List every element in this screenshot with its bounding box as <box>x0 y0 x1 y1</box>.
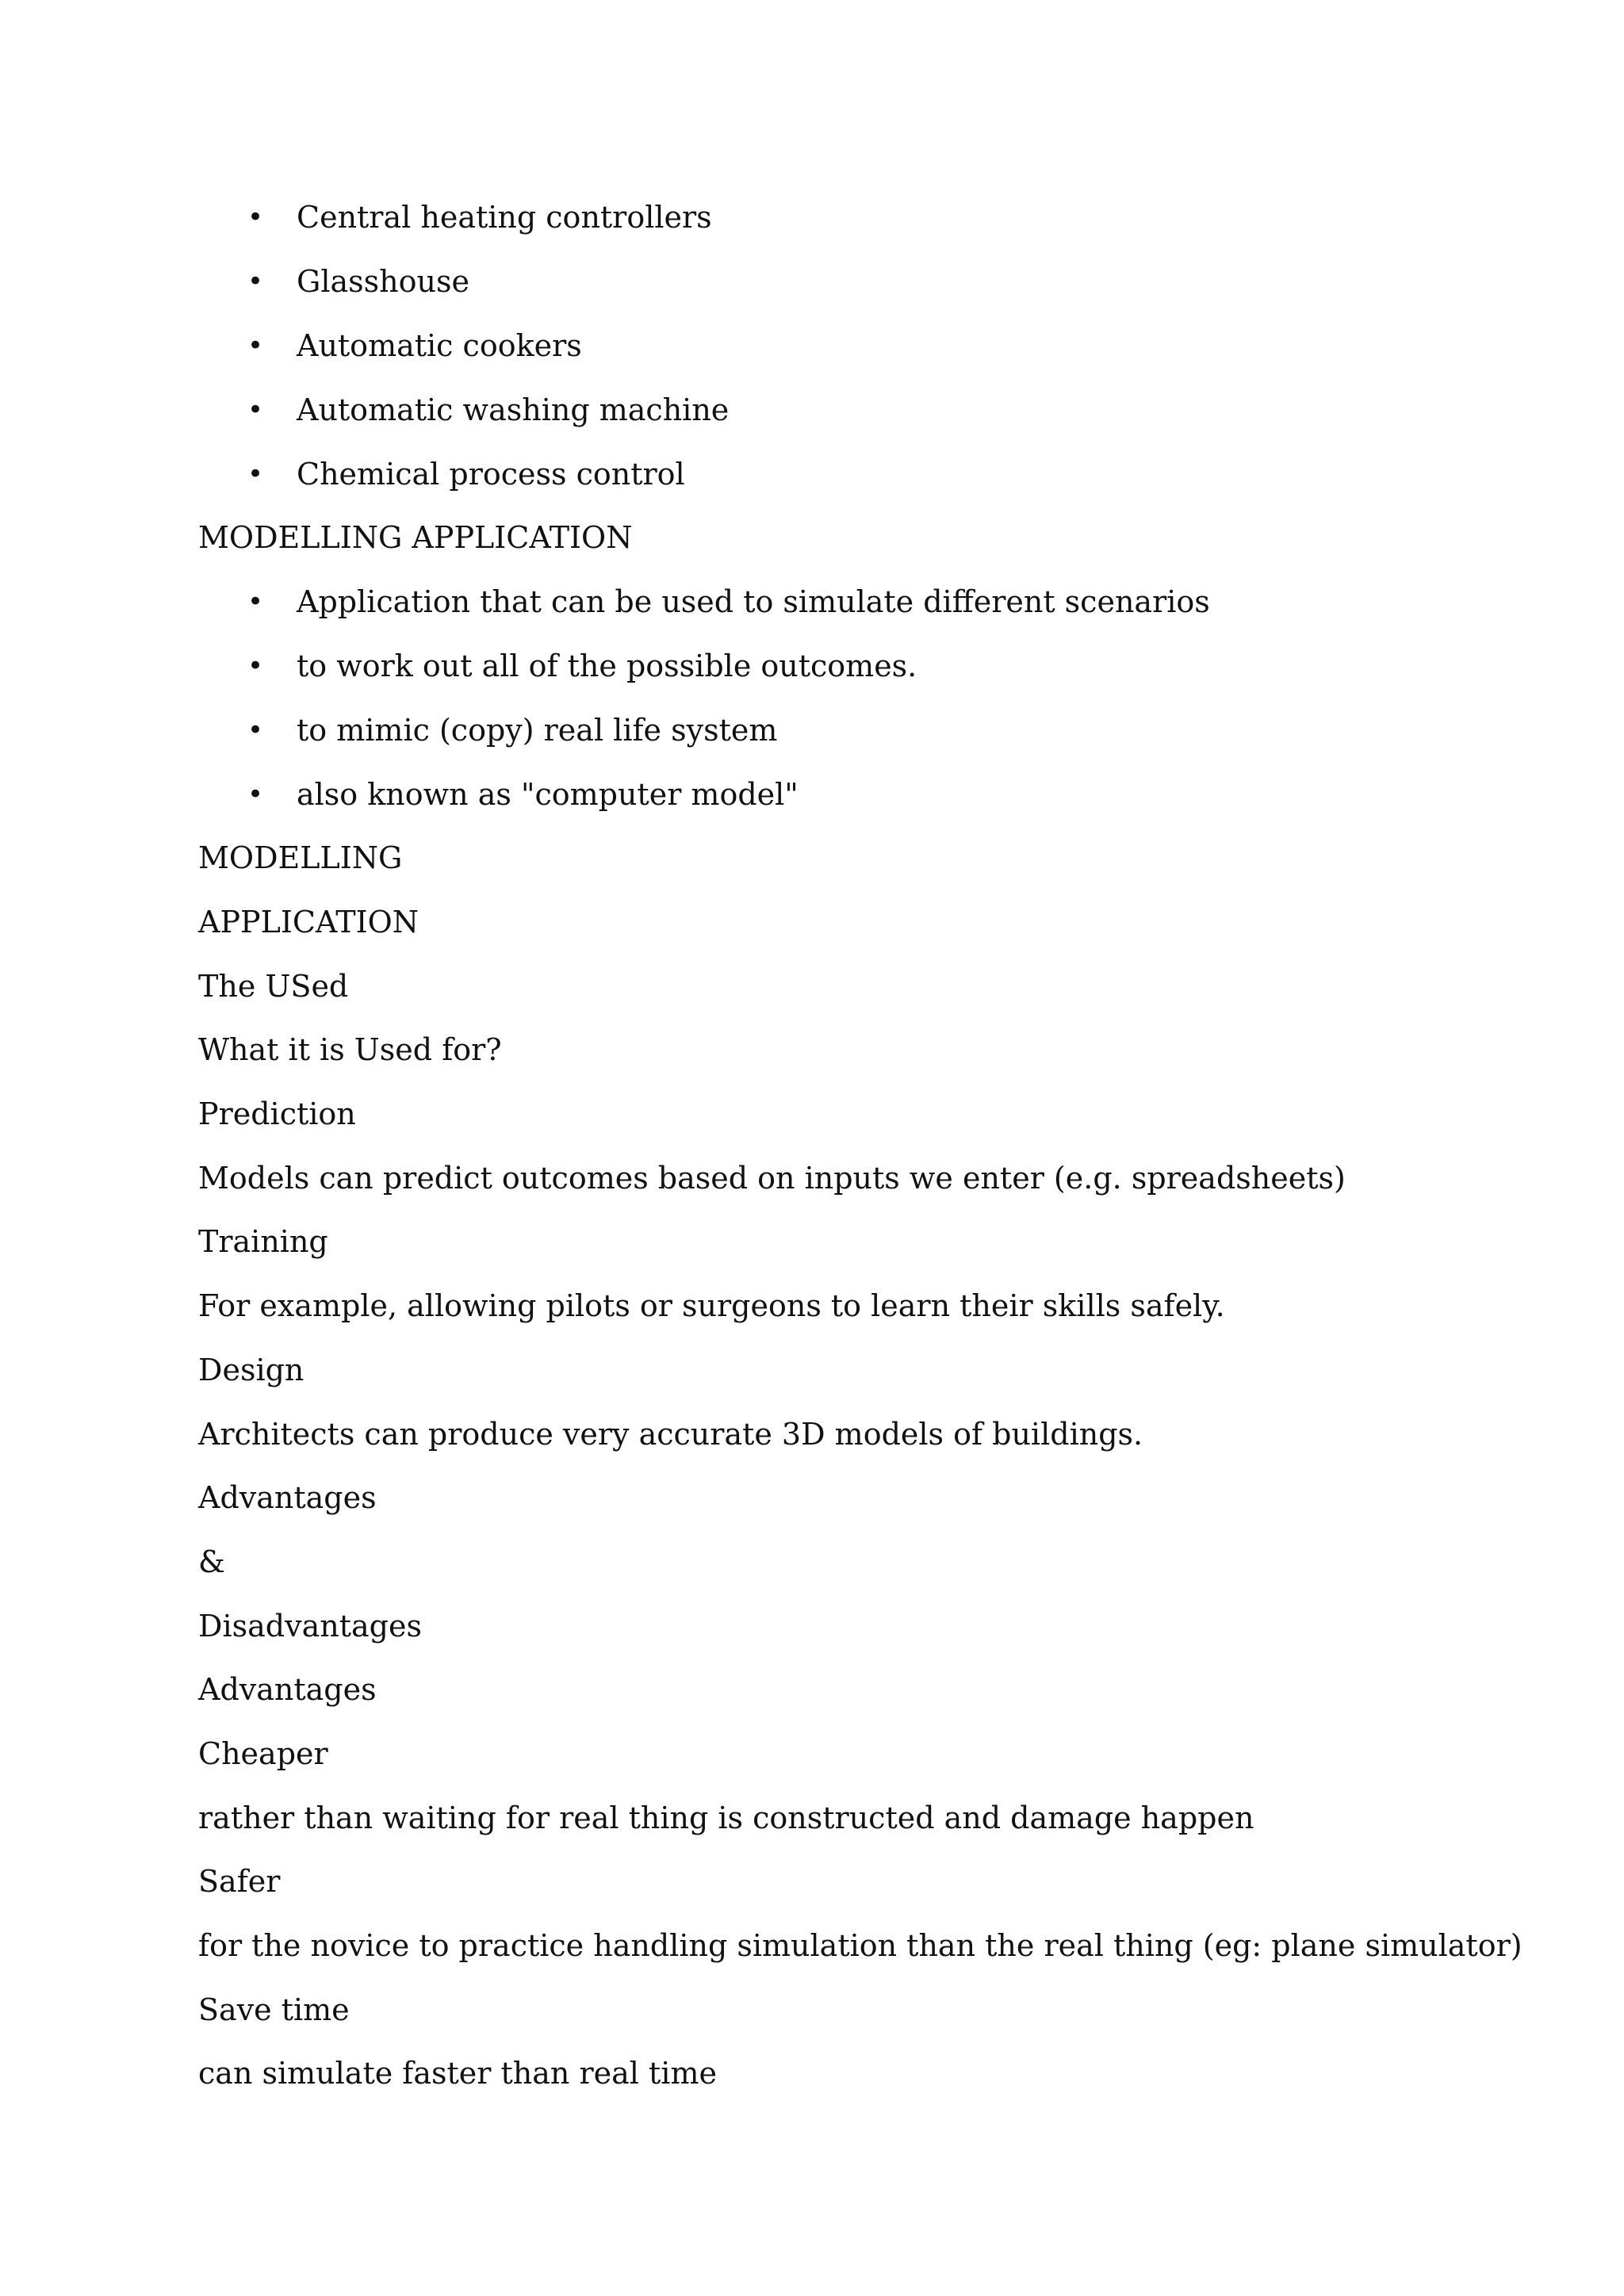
list-item-text: Chemical process control <box>297 457 685 492</box>
text-line: rather than waiting for real thing is constructed and damage happen <box>198 1800 1254 1835</box>
list-item-text: also known as "computer model" <box>297 777 799 812</box>
text-line: Cheaper <box>198 1736 328 1771</box>
text-line: & <box>198 1544 225 1579</box>
list-item-text: Automatic cookers <box>297 328 582 363</box>
bullet-icon: • <box>247 779 264 810</box>
list-item-text: Central heating controllers <box>297 200 712 235</box>
text-line: Save time <box>198 1992 350 2027</box>
text-line: Architects can produce very accurate 3D models of buildings. <box>198 1417 1143 1452</box>
section-heading: MODELLING APPLICATION <box>198 520 633 555</box>
bullet-icon: • <box>247 266 264 297</box>
text-line: can simulate faster than real time <box>198 2056 717 2091</box>
bullet-icon: • <box>247 330 264 362</box>
bullet-icon: • <box>247 201 264 233</box>
list-item-text: Glasshouse <box>297 264 469 299</box>
text-line: Models can predict outcomes based on inputs we enter (e.g. spreadsheets) <box>198 1161 1346 1196</box>
list-item-text: Automatic washing machine <box>297 392 730 427</box>
list-item-text: Application that can be used to simulate different scenarios <box>297 584 1210 619</box>
text-line: Design <box>198 1353 304 1387</box>
bullet-icon: • <box>247 586 264 618</box>
text-line: Disadvantages <box>198 1609 422 1644</box>
text-line: Advantages <box>198 1480 377 1515</box>
bullet-icon: • <box>247 458 264 490</box>
text-line: APPLICATION <box>198 905 419 939</box>
bullet-icon: • <box>247 650 264 682</box>
text-line: for the novice to practice handling simulation than the real thing (eg: plane simulator) <box>198 1928 1522 1963</box>
bullet-icon: • <box>247 714 264 746</box>
bullet-icon: • <box>247 394 264 426</box>
list-item-text: to mimic (copy) real life system <box>297 713 778 748</box>
text-line: What it is Used for? <box>198 1032 502 1067</box>
text-line: For example, allowing pilots or surgeons to learn their skills safely. <box>198 1288 1225 1323</box>
text-line: MODELLING <box>198 840 403 875</box>
list-item-text: to work out all of the possible outcomes. <box>297 649 917 683</box>
text-line: Advantages <box>198 1672 377 1707</box>
text-line: The USed <box>198 969 349 1004</box>
text-line: Safer <box>198 1864 281 1899</box>
text-line: Training <box>198 1224 328 1259</box>
text-line: Prediction <box>198 1096 356 1131</box>
